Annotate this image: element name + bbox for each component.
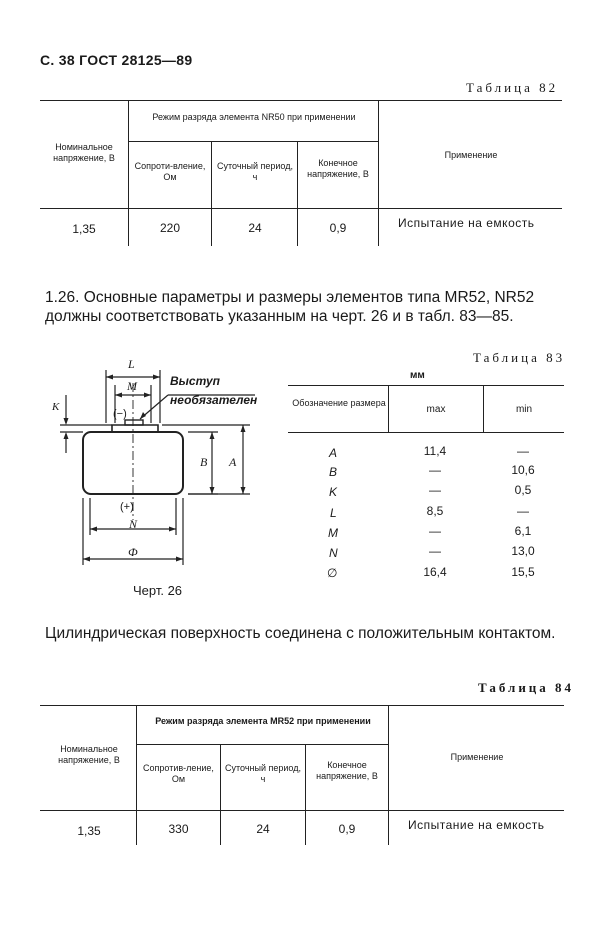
table82-header-nominal: Номинальное напряжение, В	[53, 142, 115, 163]
table82-cell-final: 0,9	[329, 221, 347, 235]
table83-dim-M: M	[328, 526, 338, 540]
table82-group-header: Режим разряда элемента NR50 при применении	[152, 112, 356, 122]
table83-dim-N: N	[329, 546, 338, 560]
label-B: B	[200, 455, 208, 469]
label-phi: Ф	[128, 545, 138, 559]
drawing-26	[40, 355, 290, 605]
table83-header-min: min	[515, 404, 533, 415]
table84-cell-daily: 24	[256, 822, 270, 836]
table84-group-header: Режим разряда элемента MR52 при применении	[155, 716, 371, 726]
table82-cell-resistance: 220	[159, 221, 181, 235]
table83-dim-L: L	[330, 506, 337, 520]
table82-header-daily: Суточный период, ч	[217, 161, 293, 182]
table82-header-final: Конечное напряжение, В	[307, 158, 369, 179]
note-protrusion-line2: необязателен	[170, 393, 258, 407]
label-M: M	[127, 379, 137, 393]
page-header: С. 38 ГОСТ 28125—89	[40, 52, 193, 68]
table84-header-daily: Суточный период, ч	[225, 763, 301, 784]
table83-min-N: 13,0	[511, 544, 535, 558]
paragraph-1-26: 1.26. Основные параметры и размеры элементов типа MR52, NR52 должны соответствовать указанным на черт. 26 и в табл. 83—85.	[45, 289, 535, 325]
label-minus-terminal: (−)	[113, 408, 127, 420]
table83-min-K: 0,5	[514, 483, 532, 497]
label-plus-terminal: (+)	[120, 501, 134, 513]
table84-header-nominal: Номинальное напряжение, В	[58, 744, 120, 765]
table83-min-B: 10,6	[511, 463, 535, 477]
table82-header-application: Применение	[444, 150, 498, 160]
table82-cell-nominal: 1,35	[72, 222, 96, 236]
note-protrusion-line1: Выступ	[170, 374, 220, 388]
table83-min-A: —	[517, 444, 529, 458]
figure-caption: Черт. 26	[133, 583, 183, 598]
table83-max-K: —	[429, 483, 441, 497]
table83-min-phi: 15,5	[511, 565, 535, 579]
table83-dim-B: B	[329, 465, 338, 479]
table82-header-resistance: Сопроти-вление, Ом	[134, 161, 206, 182]
table84-header-final: Конечное напряжение, В	[316, 760, 378, 781]
table83-max-M: —	[429, 524, 441, 538]
table82-caption: Таблица 82	[466, 80, 559, 95]
table83-header-max: max	[426, 404, 446, 415]
table83-max-N: —	[429, 544, 441, 558]
table83-max-L: 8,5	[426, 504, 444, 518]
table83-min-L: —	[517, 504, 529, 518]
table83-dim-A: A	[329, 446, 338, 460]
label-L: L	[128, 357, 135, 371]
table83-unit: мм	[410, 370, 425, 381]
table83-dim-K: K	[329, 485, 338, 499]
table83-max-B: —	[429, 463, 441, 477]
table83-max-phi: 16,4	[423, 565, 447, 579]
label-K: K	[52, 401, 60, 413]
table83-min-M: 6,1	[514, 524, 532, 538]
table84-header-resistance: Сопротив-ление, Ом	[143, 763, 214, 784]
table84-cell-application: Испытание на емкость	[408, 818, 545, 832]
table84-header-application: Применение	[450, 752, 504, 762]
table82-cell-daily: 24	[248, 221, 262, 235]
table83-dim-phi: ∅	[327, 566, 338, 580]
label-N: N	[129, 517, 138, 531]
table84-cell-resistance: 330	[168, 822, 189, 836]
table84-cell-nominal: 1,35	[77, 824, 101, 838]
table84-caption: Таблица 84	[478, 680, 575, 695]
table83-header-designation: Обозначение размера	[292, 398, 386, 408]
paragraph-cylindrical: Цилиндрическая поверхность соединена с положительным контактом.	[45, 625, 556, 642]
table82-cell-application: Испытание на емкость	[398, 216, 535, 230]
label-A: A	[229, 455, 237, 469]
table84-cell-final: 0,9	[338, 822, 356, 836]
table83-caption: Таблица 83	[473, 350, 566, 365]
table83-max-A: 11,4	[423, 444, 447, 458]
